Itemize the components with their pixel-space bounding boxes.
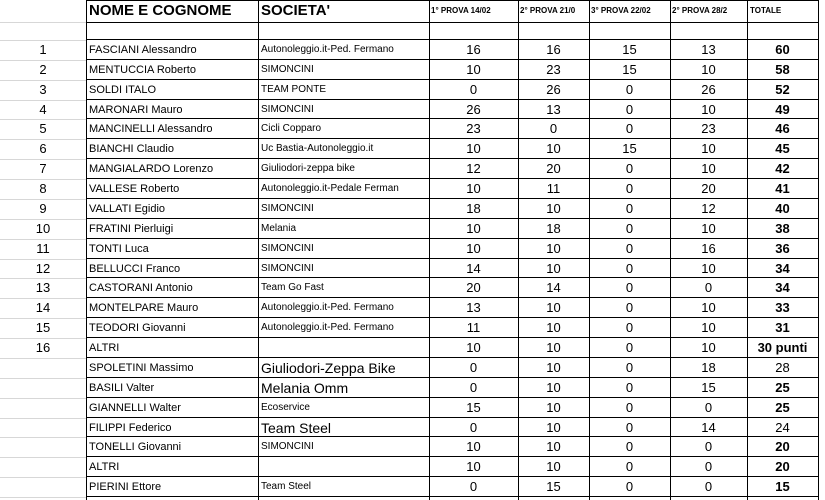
cell-p3[interactable]: 0 — [625, 181, 634, 197]
grid-line — [86, 0, 819, 1]
cell-total[interactable]: 46 — [775, 121, 790, 137]
cell-name[interactable]: BELLUCCI Franco — [89, 262, 181, 275]
cell-p4[interactable]: 10 — [701, 161, 716, 177]
cell-name[interactable]: TONELLI Giovanni — [89, 441, 182, 454]
cell-p2[interactable]: 14 — [546, 280, 561, 296]
cell-p1[interactable]: 26 — [466, 101, 481, 117]
cell-rank[interactable]: 12 — [35, 260, 51, 276]
cell-p1[interactable]: 10 — [466, 141, 481, 157]
cell-p2[interactable]: 10 — [546, 200, 561, 216]
cell-p4[interactable]: 0 — [704, 479, 713, 495]
cell-name[interactable]: SPOLETINI Massimo — [89, 361, 194, 374]
cell-p3[interactable]: 0 — [625, 101, 634, 117]
cell-rank[interactable] — [0, 358, 86, 378]
cell-rank[interactable]: 4 — [39, 101, 47, 117]
cell-p3[interactable]: 0 — [625, 379, 634, 395]
cell-p1[interactable]: 13 — [466, 300, 481, 316]
cell-p3[interactable]: 0 — [625, 419, 634, 435]
grid-line — [0, 219, 86, 220]
cell-p2[interactable]: 10 — [546, 320, 561, 336]
grid-line — [818, 0, 819, 500]
cell-p4[interactable]: 20 — [701, 181, 716, 197]
cell-total[interactable]: 20 — [775, 459, 790, 475]
cell-p3[interactable]: 0 — [625, 459, 634, 475]
cell-total[interactable]: 58 — [775, 61, 790, 77]
cell-rank[interactable]: 14 — [35, 300, 51, 316]
cell-p4[interactable]: 0 — [704, 399, 713, 415]
cell-p4[interactable]: 10 — [701, 220, 716, 236]
grid-line — [0, 298, 86, 299]
cell-rank[interactable]: 16 — [35, 340, 51, 356]
cell-p3[interactable]: 0 — [625, 240, 634, 256]
cell-total[interactable]: 24 — [775, 419, 790, 435]
cell-p1[interactable]: 23 — [466, 121, 481, 137]
cell-p3[interactable]: 15 — [622, 141, 637, 157]
grid-line — [258, 0, 259, 500]
grid-line — [86, 99, 819, 100]
cell-name[interactable]: VALLATI Egidio — [89, 202, 166, 215]
cell-p4[interactable]: 0 — [704, 280, 713, 296]
grid-line — [86, 258, 819, 259]
cell-p3[interactable]: 0 — [625, 81, 634, 97]
cell-total[interactable]: 25 — [775, 379, 790, 395]
cell-p1[interactable]: 10 — [466, 340, 481, 356]
cell-total[interactable]: 38 — [775, 220, 790, 236]
cell-p4[interactable]: 26 — [701, 81, 716, 97]
cell-p4[interactable]: 18 — [701, 359, 716, 375]
cell-name[interactable]: BIANCHI Claudio — [89, 143, 174, 156]
cell-total[interactable]: 34 — [775, 260, 790, 276]
cell-p4[interactable]: 16 — [701, 240, 716, 256]
cell-rank[interactable]: 6 — [39, 141, 47, 157]
cell-p2[interactable]: 10 — [546, 359, 561, 375]
cell-name[interactable]: MARONARI Mauro — [89, 103, 183, 116]
cell-p3[interactable]: 0 — [625, 340, 634, 356]
cell-total[interactable]: 31 — [775, 320, 790, 336]
cell-rank[interactable] — [0, 457, 86, 477]
cell-society[interactable]: Melania — [261, 222, 297, 234]
grid-line — [670, 0, 671, 500]
cell-p3[interactable]: 0 — [625, 220, 634, 236]
cell-p2[interactable]: 26 — [546, 81, 561, 97]
cell-total[interactable]: 42 — [775, 161, 790, 177]
grid-line — [86, 0, 87, 500]
cell-society[interactable]: Team Steel — [261, 419, 332, 436]
cell-p1[interactable]: 0 — [469, 359, 478, 375]
cell-p1[interactable]: 10 — [466, 459, 481, 475]
cell-name[interactable]: GIANNELLI Walter — [89, 401, 181, 414]
cell-p3[interactable]: 0 — [625, 359, 634, 375]
cell-p2[interactable]: 15 — [546, 479, 561, 495]
cell-total[interactable]: 28 — [775, 359, 790, 375]
cell-total[interactable]: 45 — [775, 141, 790, 157]
cell-p4[interactable]: 10 — [701, 320, 716, 336]
cell-p1[interactable]: 20 — [466, 280, 481, 296]
grid-line — [0, 418, 86, 419]
cell-p2[interactable]: 10 — [546, 379, 561, 395]
cell-total[interactable]: 34 — [775, 280, 790, 296]
cell-p2[interactable]: 10 — [546, 399, 561, 415]
cell-society[interactable]: TEAM PONTE — [261, 83, 327, 95]
cell-rank[interactable]: 3 — [39, 81, 47, 97]
cell-name[interactable]: FILIPPI Federico — [89, 421, 172, 434]
cell-name[interactable]: CASTORANI Antonio — [89, 282, 193, 295]
cell-p1[interactable]: 0 — [469, 379, 478, 395]
grid-line — [0, 378, 86, 379]
cell-p3[interactable]: 0 — [625, 161, 634, 177]
cell-p2[interactable]: 11 — [546, 181, 561, 197]
cell-society[interactable]: Team Go Fast — [261, 282, 324, 294]
cell-name[interactable]: FASCIANI Alessandro — [89, 44, 197, 56]
cell-p4[interactable]: 10 — [701, 61, 716, 77]
cell-society[interactable]: Autonoleggio.it-Ped. Fermano — [261, 44, 394, 55]
cell-society[interactable]: Ecoservice — [261, 401, 310, 413]
cell-rank[interactable] — [0, 378, 86, 398]
cell-total[interactable]: 36 — [775, 240, 790, 256]
cell-rank[interactable]: 13 — [35, 280, 51, 296]
cell-society[interactable]: SIMONCINI — [261, 242, 314, 254]
grid-line — [0, 497, 86, 498]
cell-name[interactable]: SOLDI ITALO — [89, 83, 157, 96]
grid-line — [86, 39, 819, 40]
grid-line — [518, 0, 519, 500]
grid-line — [0, 259, 86, 260]
cell-society[interactable]: Uc Bastia-Autonoleggio.it — [261, 143, 374, 155]
grid-line — [0, 318, 86, 319]
cell-rank[interactable]: 8 — [39, 181, 47, 197]
cell-p1[interactable]: 15 — [466, 399, 481, 415]
cell-p4[interactable]: 15 — [701, 379, 716, 395]
cell-p4[interactable]: 0 — [704, 459, 713, 475]
cell-name[interactable]: MONTELPARE Mauro — [89, 302, 199, 315]
cell-p4[interactable]: 14 — [701, 419, 716, 435]
cell-p2[interactable]: 20 — [546, 161, 561, 177]
cell-society[interactable]: SIMONCINI — [261, 441, 314, 453]
grid-line — [0, 239, 86, 240]
cell-name[interactable]: FRATINI Pierluigi — [89, 222, 174, 235]
cell-rank[interactable]: 1 — [39, 42, 47, 57]
grid-line — [86, 118, 819, 119]
cell-total[interactable]: 40 — [775, 200, 790, 216]
grid-line — [86, 337, 819, 338]
header-name[interactable]: NOME E COGNOME — [89, 2, 232, 19]
cell-p2[interactable]: 18 — [546, 220, 561, 236]
cell-p3[interactable]: 15 — [622, 42, 637, 57]
cell-rank[interactable] — [0, 437, 86, 457]
cell-p4[interactable]: 12 — [701, 200, 716, 216]
cell-p2[interactable]: 10 — [546, 300, 561, 316]
header-prova-2[interactable]: 2° PROVA 21/0 — [520, 6, 576, 15]
cell-rank[interactable]: 5 — [39, 121, 47, 137]
cell-p3[interactable]: 0 — [625, 121, 634, 137]
grid-line — [86, 436, 819, 437]
grid-line — [86, 377, 819, 378]
grid-line — [86, 22, 819, 23]
grid-line — [0, 398, 86, 399]
cell-p2[interactable]: 10 — [546, 260, 561, 276]
cell-p2[interactable]: 10 — [546, 240, 561, 256]
grid-line — [0, 477, 86, 478]
cell-total[interactable]: 33 — [775, 300, 790, 316]
cell-society[interactable] — [258, 457, 429, 477]
grid-line — [0, 159, 86, 160]
grid-line — [86, 496, 819, 497]
cell-rank[interactable] — [0, 398, 86, 418]
cell-rank[interactable]: 9 — [39, 200, 47, 216]
cell-total[interactable]: 30 punti — [757, 340, 808, 356]
cell-p1[interactable]: 10 — [466, 240, 481, 256]
cell-p4[interactable]: 0 — [704, 439, 713, 455]
grid-line — [0, 437, 86, 438]
cell-society[interactable]: SIMONCINI — [261, 63, 314, 75]
cell-p2[interactable]: 0 — [549, 121, 558, 137]
grid-line — [589, 0, 590, 500]
cell-p3[interactable]: 0 — [625, 439, 634, 455]
grid-line — [429, 0, 430, 500]
cell-p3[interactable]: 0 — [625, 280, 634, 296]
grid-line — [86, 158, 819, 159]
cell-rank[interactable]: 2 — [39, 61, 47, 77]
grid-line — [86, 59, 819, 60]
grid-line — [86, 277, 819, 278]
cell-p3[interactable]: 0 — [625, 300, 634, 316]
cell-p1[interactable]: 16 — [466, 42, 481, 57]
grid-line — [0, 60, 86, 61]
cell-society[interactable]: Giuliodori-zeppa bike — [261, 163, 355, 175]
cell-total[interactable]: 49 — [775, 101, 790, 117]
grid-line — [0, 278, 86, 279]
grid-line — [86, 198, 819, 199]
grid-line — [86, 417, 819, 418]
header-society[interactable]: SOCIETA' — [261, 2, 331, 19]
grid-line — [0, 40, 86, 41]
cell-p2[interactable]: 13 — [546, 101, 561, 117]
cell-p4[interactable]: 10 — [701, 101, 716, 117]
cell-name[interactable]: ALTRI — [89, 461, 120, 474]
cell-total[interactable]: 20 — [775, 439, 790, 455]
cell-name[interactable]: TEODORI Giovanni — [89, 322, 186, 335]
cell-p2[interactable]: 10 — [546, 419, 561, 435]
cell-society[interactable]: SIMONCINI — [261, 202, 314, 214]
cell-rank[interactable]: 10 — [35, 220, 51, 236]
cell-society[interactable]: SIMONCINI — [261, 103, 314, 115]
cell-name[interactable]: MANCINELLI Alessandro — [89, 123, 213, 136]
cell-society[interactable]: Giuliodori-Zeppa Bike — [261, 359, 396, 376]
cell-society[interactable]: Autonoleggio.it-Ped. Fermano — [261, 322, 394, 334]
cell-p4[interactable]: 10 — [701, 340, 716, 356]
cell-p3[interactable]: 15 — [622, 61, 637, 77]
cell-p2[interactable]: 10 — [546, 459, 561, 475]
grid-line — [86, 456, 819, 457]
cell-society[interactable]: Autonoleggio.it-Pedale Ferman — [261, 183, 399, 195]
cell-rank[interactable]: 11 — [36, 240, 50, 256]
header-prova-1[interactable]: 1° PROVA 14/02 — [431, 6, 491, 15]
cell-total[interactable]: 52 — [775, 81, 790, 97]
cell-p3[interactable]: 0 — [625, 399, 634, 415]
cell-p1[interactable]: 12 — [466, 161, 481, 177]
grid-line — [86, 317, 819, 318]
grid-line — [86, 79, 819, 80]
grid-line — [0, 139, 86, 140]
cell-p4[interactable]: 13 — [701, 42, 716, 57]
cell-name[interactable]: ALTRI — [89, 342, 120, 355]
cell-total[interactable]: 15 — [775, 479, 790, 495]
cell-total[interactable]: 60 — [775, 42, 790, 57]
cell-p2[interactable]: 10 — [546, 141, 561, 157]
cell-total[interactable]: 41 — [775, 181, 790, 197]
grid-line — [86, 397, 819, 398]
cell-name[interactable]: VALLESE Roberto — [89, 183, 180, 196]
cell-name[interactable]: MANGIALARDO Lorenzo — [89, 163, 214, 176]
grid-line — [747, 0, 748, 500]
grid-line — [86, 476, 819, 477]
cell-society[interactable]: SIMONCINI — [261, 262, 314, 274]
cell-p4[interactable]: 10 — [701, 260, 716, 276]
grid-line — [0, 119, 86, 120]
cell-p1[interactable]: 0 — [469, 81, 478, 97]
cell-p2[interactable]: 10 — [546, 340, 561, 356]
cell-rank[interactable] — [0, 477, 86, 497]
cell-society[interactable] — [258, 338, 429, 358]
grid-line — [0, 179, 86, 180]
cell-p1[interactable]: 18 — [466, 200, 481, 216]
cell-society[interactable]: Team Steel — [261, 481, 312, 493]
cell-society[interactable]: Melania Omm — [261, 379, 349, 396]
cell-p1[interactable]: 0 — [469, 419, 478, 435]
cell-society[interactable]: Autonoleggio.it-Ped. Fermano — [261, 302, 394, 314]
grid-line — [86, 238, 819, 239]
cell-p2[interactable]: 23 — [546, 61, 561, 77]
cell-p1[interactable]: 10 — [466, 439, 481, 455]
grid-line — [0, 100, 86, 101]
cell-rank[interactable]: 15 — [35, 320, 51, 336]
grid-line — [0, 22, 86, 23]
cell-name[interactable]: BASILI Valter — [89, 381, 155, 394]
cell-name[interactable]: MENTUCCIA Roberto — [89, 63, 196, 76]
cell-p1[interactable]: 0 — [469, 479, 478, 495]
cell-name[interactable]: TONTI Luca — [89, 242, 149, 255]
cell-p3[interactable]: 0 — [625, 260, 634, 276]
cell-p1[interactable]: 11 — [466, 320, 481, 336]
cell-rank[interactable] — [0, 418, 86, 438]
grid-line — [86, 138, 819, 139]
cell-total[interactable]: 25 — [775, 399, 790, 415]
cell-p4[interactable]: 10 — [701, 300, 716, 316]
grid-line — [0, 80, 86, 81]
header-prova-3[interactable]: 3° PROVA 22/02 — [591, 6, 651, 15]
cell-p1[interactable]: 10 — [466, 181, 481, 197]
grid-line — [86, 297, 819, 298]
cell-p2[interactable]: 10 — [546, 439, 561, 455]
cell-p3[interactable]: 0 — [625, 479, 634, 495]
cell-p3[interactable]: 0 — [625, 320, 634, 336]
cell-p3[interactable]: 0 — [625, 200, 634, 216]
grid-line — [86, 178, 819, 179]
header-prova-4[interactable]: 2° PROVA 28/2 — [672, 6, 728, 15]
cell-name[interactable]: PIERINI Ettore — [89, 481, 162, 494]
cell-p1[interactable]: 10 — [466, 220, 481, 236]
cell-p1[interactable]: 14 — [466, 260, 481, 276]
grid-line — [0, 338, 86, 339]
grid-line — [86, 357, 819, 358]
cell-rank[interactable]: 7 — [39, 161, 47, 177]
cell-p4[interactable]: 23 — [701, 121, 716, 137]
header-total[interactable]: TOTALE — [750, 6, 782, 15]
grid-line — [0, 358, 86, 359]
grid-line — [86, 218, 819, 219]
grid-line — [0, 199, 86, 200]
cell-society[interactable]: Cicli Copparo — [261, 123, 322, 135]
cell-p1[interactable]: 10 — [466, 61, 481, 77]
cell-p4[interactable]: 10 — [701, 141, 716, 157]
cell-p2[interactable]: 16 — [546, 42, 561, 57]
grid-line — [0, 457, 86, 458]
